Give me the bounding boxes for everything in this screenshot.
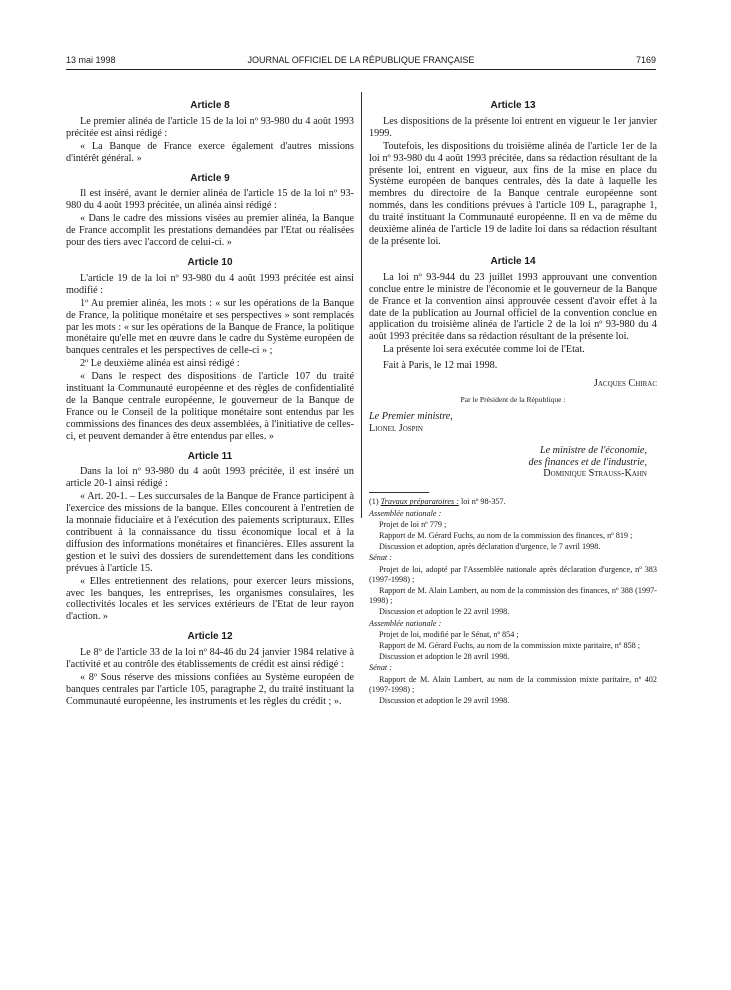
execution-clause: La présente loi sera exécutée comme loi de l'Etat. [383, 344, 585, 356]
president-signature: Jacques Chirac [593, 378, 657, 390]
notes-item: Projet de loi, modifié par le Sénat, nº 854 ; [379, 629, 519, 639]
pm-signature: Lionel Jospin [369, 422, 423, 434]
left-column [66, 100, 354, 708]
footnote-lead-ref: loi nº 98-357. [461, 497, 506, 507]
article-12-title: Article 12 [187, 631, 233, 643]
footnote-number: (1) [369, 497, 379, 507]
article-10-para-4: « Dans le respect des dispositions de l'article 107 du traité instituant la Communauté européenne et des règles de confidentialité de la Banque centrale européenne, le gouverneur de la Banque de France ou le Conseil de la politique monétaire sont entendus par les commissions des finances des deux assemblées, à l'initiative de celles-ci, et peuvent demander à être entendus par elles. » [66, 371, 354, 442]
article-12-para-1: Le 8º de l'article 33 de la loi nº 84-46 du 24 janvier 1984 relative à l'activité et au contrôle des établissements de crédit est ainsi rédigé : [66, 647, 354, 671]
minister-signature-block [369, 445, 647, 481]
notes-group-heading: Sénat : [369, 553, 392, 563]
header-rule [66, 69, 656, 70]
notes-item: Discussion et adoption, après déclaration d'urgence, le 7 avril 1998. [379, 542, 601, 552]
notes-item: Projet de loi, adopté par l'Assemblée nationale après déclaration d'urgence, nº 383 (1997-1998) ; [369, 564, 657, 584]
notes-item: Rapport de M. Alain Lambert, au nom de la commission mixte paritaire, nº 402 (1997-1998) ; [369, 674, 657, 694]
article-8-title: Article 8 [190, 100, 230, 111]
minister-title-1: Le ministre de l'économie, [539, 444, 647, 456]
article-10-para-2: 1º Au premier alinéa, les mots : « sur les opérations de la Banque de France, la politique monétaire et ses perspectives » sont remplacés par les mots : « sur les opérations de la Banque de France, la politique monétaire qu'elle met en œuvre dans le cadre du Système européen de banques centrales et les perspectives de celle-ci » ; [66, 297, 354, 357]
notes-group-heading: Assemblée nationale : [369, 508, 442, 518]
page-header [66, 55, 656, 69]
article-11-para-2: « Art. 20-1. – Les succursales de la Banque de France participent à l'exercice des missions de la banque. Elles concourent à l'entretien de la monnaie fiduciaire et à l'exécution des paiements scripturaux. Elles contribuent à la connaissance du tissu économique local et à la diffusion des informations monétaires et financières. Elles assurent la gestion et le suivi des dossiers de surendettement dans les conditions prévues à l'article 15. [66, 491, 354, 574]
notes-group-heading: Assemblée nationale : [369, 618, 442, 628]
par-le-president: Par le Président de la République : [460, 394, 566, 404]
article-12-para-2: « 8º Sous réserve des missions confiées au Système européen de banques centrales par l'article 105, paragraphe 2, du traité instituant la Communauté européenne, les instruments et les règles du crédit ; ». [66, 671, 354, 707]
article-8-para-2: « La Banque de France exerce également d'autres missions d'intérêt général. » [66, 140, 354, 164]
notes-item: Rapport de M. Alain Lambert, au nom de la commission des finances, nº 388 (1997-1998) ; [369, 586, 657, 606]
header-title: JOURNAL OFFICIEL DE LA RÉPUBLIQUE FRANÇAISE [247, 55, 475, 65]
article-9-para-1: Il est inséré, avant le dernier alinéa de l'article 15 de la loi nº 93-980 du 4 août 1993 précitée, un alinéa ainsi rédigé : [66, 188, 354, 212]
footnotes [369, 497, 657, 706]
column-divider [361, 92, 362, 518]
article-9-title: Article 9 [190, 172, 230, 184]
article-8-para-1: Le premier alinéa de l'article 15 de la loi nº 93-980 du 4 août 1993 précitée est ainsi rédigé : [66, 115, 354, 139]
footnote-lead-label: Travaux préparatoires : [380, 497, 459, 507]
header-date: 13 mai 1998 [66, 55, 116, 65]
article-10-para-1: L'article 19 de la loi nº 93-980 du 4 août 1993 précitée est ainsi modifié : [66, 272, 354, 296]
notes-divider [369, 492, 429, 493]
article-9-para-2: « Dans le cadre des missions visées au premier alinéa, la Banque de France accomplit les prestations demandées par l'Etat ou réalisées pour des tiers avec l'accord de celui-ci. » [66, 213, 354, 249]
article-14-title: Article 14 [490, 255, 536, 267]
article-11-para-1: Dans la loi nº 93-980 du 4 août 1993 précitée, il est inséré un article 20-1 ainsi rédigé : [66, 466, 354, 490]
pm-title: Le Premier ministre, [369, 410, 453, 422]
article-13-title: Article 13 [490, 100, 536, 111]
notes-item: Rapport de M. Gérard Fuchs, au nom de la commission des finances, nº 819 ; [379, 530, 633, 540]
page-number: 7169 [635, 55, 656, 65]
article-11-para-3: « Elles entretiennent des relations, pour exercer leurs missions, avec les banques, les entreprises, les organismes consulaires, les collectivités locales et les services extérieurs de l'Etat de leur rayon d'action. » [66, 575, 354, 623]
article-13-para-1: Les dispositions de la présente loi entrent en vigueur le 1er janvier 1999. [369, 115, 657, 139]
article-11-title: Article 11 [187, 450, 233, 462]
notes-item: Discussion et adoption le 22 avril 1998. [379, 607, 510, 617]
article-13-para-2: Toutefois, les dispositions du troisième alinéa de l'article 1er de la loi nº 93-980 du 4 août 1993 précitée, dans sa rédaction résultant de la présente loi, entrent en vigueur, aux fins de la mise en place du Système européen de banques centrales, dès la date à laquelle les membres du directoire de la Banque centrale européenne sont nommés, dans les conditions prévues à l'article 109 L, paragraphe 1, du traité instituant la Communauté européenne. Il en va de même du deuxième alinéa de l'article 19 de ladite loi dans sa rédaction résultant de la présente loi. [369, 140, 657, 247]
notes-item: Projet de loi nº 779 ; [379, 519, 447, 529]
minister-title-2: des finances et de l'industrie, [528, 456, 647, 468]
article-10-title: Article 10 [187, 256, 233, 268]
footnote-lead [369, 497, 657, 507]
notes-item: Discussion et adoption le 29 avril 1998. [379, 696, 510, 706]
minister-signature: Dominique Strauss-Kahn [543, 468, 647, 480]
article-14-para-1: La loi nº 93-944 du 23 juillet 1993 approuvant une convention conclue entre le ministre de l'économie et le gouverneur de la Banque de France et la convention ainsi approuvée cessent d'avoir effet à la date de la publication au Journal officiel de la convention conclue en application du troisième alinéa de l'article 2 de la loi nº 93-980 du 4 août 1993 précitée dans sa rédaction résultant de la présente loi. [369, 271, 657, 343]
article-10-para-3: 2º Le deuxième alinéa est ainsi rédigé : [80, 358, 240, 370]
signature-date: Fait à Paris, le 12 mai 1998. [383, 360, 498, 372]
notes-item: Discussion et adoption le 28 avril 1998. [379, 652, 510, 662]
notes-group-heading: Sénat : [369, 663, 392, 673]
notes-item: Rapport de M. Gérard Fuchs, au nom de la commission mixte paritaire, nº 858 ; [379, 641, 641, 651]
right-column [369, 100, 657, 706]
